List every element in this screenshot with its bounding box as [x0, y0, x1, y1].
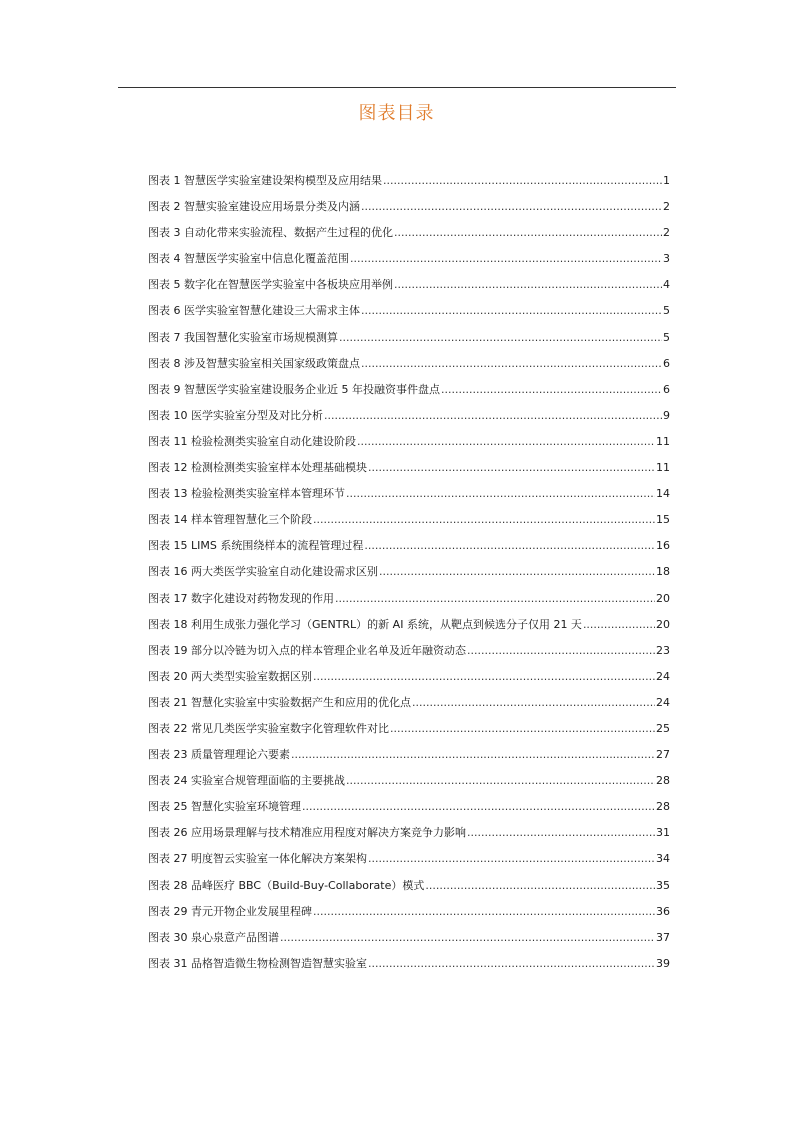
toc-entry[interactable] — [148, 224, 670, 250]
toc-entry-page-number: 36 — [656, 904, 670, 918]
toc-entry-title: 图表 18 利用生成张力强化学习（GENTRL）的新 AI 系统，从靶点到候选分子仅用 21 天 — [148, 617, 582, 631]
dot-leader — [339, 329, 662, 347]
toc-entry-title: 图表 20 两大类型实验室数据区别 — [148, 669, 312, 683]
dot-leader — [368, 955, 655, 973]
toc-entry-page-number: 28 — [656, 774, 670, 788]
toc-entry[interactable] — [148, 537, 670, 563]
dot-leader — [357, 433, 655, 451]
toc-entry-title: 图表 25 智慧化实验室环境管理 — [148, 800, 301, 814]
toc-entry[interactable] — [148, 355, 670, 381]
toc-entry-title: 图表 22 常见几类医学实验室数字化管理软件对比 — [148, 721, 389, 735]
toc-entry-page-number: 25 — [656, 721, 670, 735]
toc-entry-title: 图表 6 医学实验室智慧化建设三大需求主体 — [148, 304, 360, 318]
toc-entry-title: 图表 16 两大类医学实验室自动化建设需求区别 — [148, 565, 378, 579]
dot-leader — [361, 198, 662, 216]
toc-entry-page-number: 24 — [656, 669, 670, 683]
toc-entry-title: 图表 27 明度智云实验室一体化解决方案架构 — [148, 852, 367, 866]
table-of-figures — [148, 172, 670, 981]
toc-entry-title: 图表 10 医学实验室分型及对比分析 — [148, 408, 323, 422]
dot-leader — [394, 276, 662, 294]
toc-entry-page-number: 6 — [663, 382, 670, 396]
toc-entry[interactable] — [148, 877, 670, 903]
toc-entry[interactable] — [148, 746, 670, 772]
toc-entry[interactable] — [148, 250, 670, 276]
toc-entry-title: 图表 15 LIMS 系统围绕样本的流程管理过程 — [148, 539, 364, 553]
toc-entry[interactable] — [148, 772, 670, 798]
dot-leader — [346, 772, 655, 790]
dot-leader — [368, 850, 655, 868]
dot-leader — [583, 616, 655, 634]
toc-entry[interactable] — [148, 903, 670, 929]
toc-entry[interactable] — [148, 720, 670, 746]
dot-leader — [425, 877, 655, 895]
toc-entry[interactable] — [148, 798, 670, 824]
toc-entry-page-number: 2 — [663, 200, 670, 214]
page-title: 图表目录 — [358, 103, 435, 124]
toc-entry[interactable] — [148, 329, 670, 355]
toc-entry-page-number: 39 — [656, 956, 670, 970]
toc-entry-page-number: 6 — [663, 356, 670, 370]
toc-entry-title: 图表 2 智慧实验室建设应用场景分类及内涵 — [148, 200, 360, 214]
toc-entry[interactable] — [148, 381, 670, 407]
toc-entry-title: 图表 12 检测检测类实验室样本处理基础模块 — [148, 461, 367, 475]
dot-leader — [368, 459, 655, 477]
toc-entry-page-number: 18 — [656, 565, 670, 579]
toc-entry-title: 图表 5 数字化在智慧医学实验室中各板块应用举例 — [148, 278, 393, 292]
toc-entry[interactable] — [148, 198, 670, 224]
toc-entry-title: 图表 29 青元开物企业发展里程碑 — [148, 904, 312, 918]
toc-entry[interactable] — [148, 929, 670, 955]
dot-leader — [390, 720, 655, 738]
toc-entry[interactable] — [148, 302, 670, 328]
toc-entry-page-number: 20 — [656, 617, 670, 631]
toc-entry-title: 图表 4 智慧医学实验室中信息化覆盖范围 — [148, 252, 349, 266]
dot-leader — [364, 537, 655, 555]
dot-leader — [313, 668, 655, 686]
toc-entry-page-number: 15 — [656, 513, 670, 527]
toc-entry-page-number: 9 — [663, 408, 670, 422]
dot-leader — [346, 485, 655, 503]
toc-entry-title: 图表 26 应用场景理解与技术精准应用程度对解决方案竞争力影响 — [148, 826, 466, 840]
toc-entry-page-number: 27 — [656, 748, 670, 762]
toc-entry-page-number: 31 — [656, 826, 670, 840]
header-rule — [118, 87, 676, 88]
dot-leader — [313, 511, 655, 529]
toc-entry-page-number: 24 — [656, 695, 670, 709]
toc-entry[interactable] — [148, 616, 670, 642]
toc-entry-title: 图表 11 检验检测类实验室自动化建设阶段 — [148, 434, 356, 448]
toc-entry-page-number: 20 — [656, 591, 670, 605]
toc-entry[interactable] — [148, 276, 670, 302]
toc-entry-page-number: 11 — [656, 461, 670, 475]
toc-entry[interactable] — [148, 172, 670, 198]
toc-entry-title: 图表 30 泉心泉意产品图谱 — [148, 930, 279, 944]
dot-leader — [441, 381, 662, 399]
dot-leader — [467, 824, 655, 842]
toc-entry[interactable] — [148, 850, 670, 876]
toc-entry-title: 图表 17 数字化建设对药物发现的作用 — [148, 591, 334, 605]
toc-entry-page-number: 11 — [656, 434, 670, 448]
toc-entry-page-number: 5 — [663, 330, 670, 344]
toc-entry-title: 图表 1 智慧医学实验室建设架构模型及应用结果 — [148, 174, 382, 187]
dot-leader — [361, 355, 662, 373]
toc-entry-title: 图表 7 我国智慧化实验室市场规模测算 — [148, 330, 338, 344]
toc-entry-title: 图表 9 智慧医学实验室建设服务企业近 5 年投融资事件盘点 — [148, 382, 440, 396]
toc-entry-title: 图表 14 样本管理智慧化三个阶段 — [148, 513, 312, 527]
toc-entry-page-number: 16 — [656, 539, 670, 553]
toc-entry-title: 图表 13 检验检测类实验室样本管理环节 — [148, 487, 345, 501]
toc-entry-title: 图表 28 品峰医疗 BBC（Build-Buy-Collaborate）模式 — [148, 878, 425, 892]
toc-entry-page-number: 4 — [663, 278, 670, 292]
toc-entry-page-number: 35 — [656, 878, 670, 892]
toc-entry-title: 图表 19 部分以冷链为切入点的样本管理企业名单及近年融资动态 — [148, 643, 466, 657]
toc-entry-page-number: 14 — [656, 487, 670, 501]
toc-entry[interactable] — [148, 694, 670, 720]
toc-entry-title: 图表 8 涉及智慧实验室相关国家级政策盘点 — [148, 356, 360, 370]
dot-leader — [383, 172, 662, 190]
dot-leader — [379, 563, 655, 581]
toc-entry-title: 图表 23 质量管理理论六要素 — [148, 748, 290, 762]
toc-entry[interactable] — [148, 459, 670, 485]
toc-entry-page-number: 34 — [656, 852, 670, 866]
toc-entry[interactable] — [148, 433, 670, 459]
dot-leader — [335, 590, 655, 608]
dot-leader — [412, 694, 655, 712]
toc-entry-title: 图表 24 实验室合规管理面临的主要挑战 — [148, 774, 345, 788]
dot-leader — [324, 407, 662, 425]
dot-leader — [361, 302, 662, 320]
dot-leader — [280, 929, 655, 947]
toc-entry-title: 图表 21 智慧化实验室中实验数据产生和应用的优化点 — [148, 695, 411, 709]
toc-entry[interactable] — [148, 668, 670, 694]
toc-entry-page-number: 5 — [663, 304, 670, 318]
toc-entry[interactable] — [148, 407, 670, 433]
toc-entry[interactable] — [148, 955, 670, 981]
toc-entry-title: 图表 31 品格智造微生物检测智造智慧实验室 — [148, 956, 367, 970]
dot-leader — [302, 798, 655, 816]
toc-entry-page-number: 28 — [656, 800, 670, 814]
toc-entry[interactable] — [148, 563, 670, 589]
toc-entry-page-number: 23 — [656, 643, 670, 657]
toc-entry-page-number: 1 — [663, 174, 670, 187]
dot-leader — [394, 224, 662, 242]
toc-entry[interactable] — [148, 824, 670, 850]
toc-entry[interactable] — [148, 511, 670, 537]
toc-entry-page-number: 3 — [663, 252, 670, 266]
dot-leader — [350, 250, 662, 268]
toc-entry-page-number: 2 — [663, 226, 670, 240]
toc-entry[interactable] — [148, 642, 670, 668]
dot-leader — [313, 903, 655, 921]
toc-entry-page-number: 37 — [656, 930, 670, 944]
toc-entry[interactable] — [148, 485, 670, 511]
dot-leader — [291, 746, 655, 764]
dot-leader — [467, 642, 655, 660]
toc-entry[interactable] — [148, 590, 670, 616]
toc-entry-title: 图表 3 自动化带来实验流程、数据产生过程的优化 — [148, 226, 393, 240]
